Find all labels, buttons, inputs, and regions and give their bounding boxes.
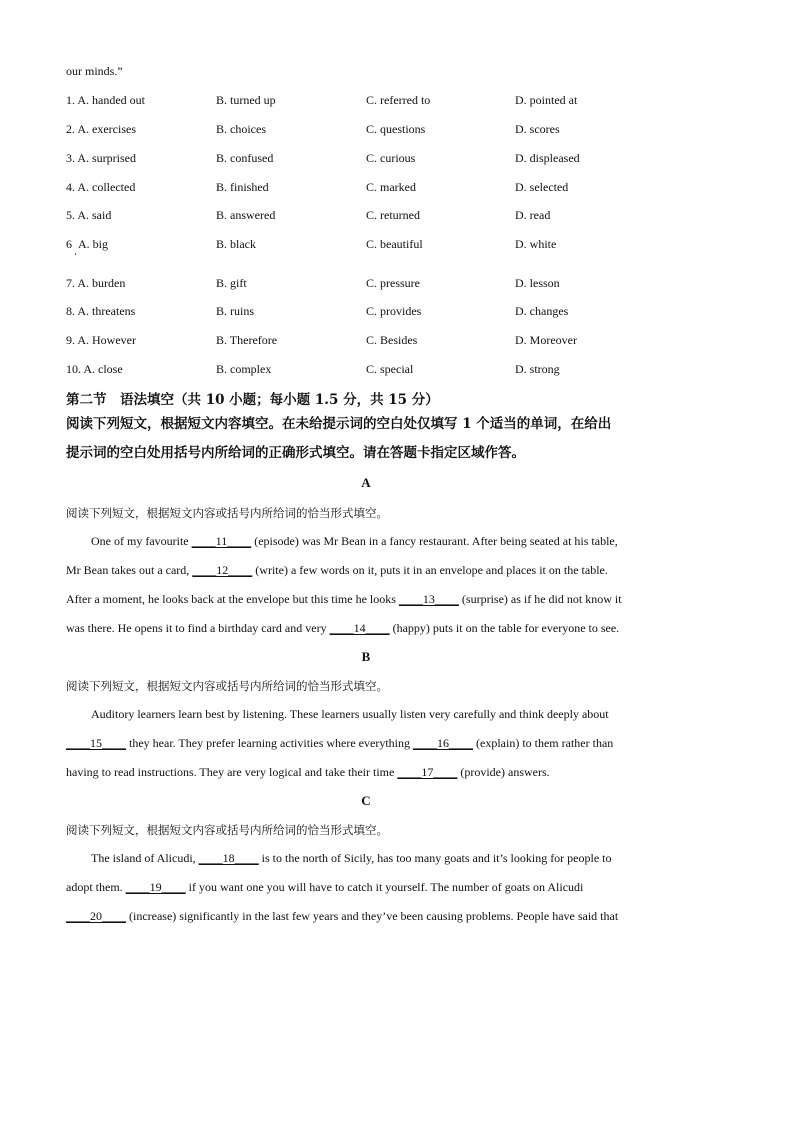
option-row-3 (66, 151, 746, 167)
option-b: B. gift (216, 276, 247, 290)
option-row-4 (66, 180, 746, 196)
option-c: C. referred to (366, 93, 431, 107)
option-d: D. Moreover (515, 333, 577, 347)
option-row-9 (66, 333, 746, 349)
option-b: B. choices (216, 122, 266, 136)
passage-a-line-2: Mr Bean takes out a card, ____12____ (write) a few words on it, puts it in an envelope and places it on the table. (66, 563, 608, 577)
option-row-8 (66, 304, 746, 320)
option-c: C. curious (366, 151, 416, 165)
passage-end-line: our minds.” (66, 64, 123, 78)
blank-12: ____12____ (192, 563, 253, 577)
option-d: D. pointed at (515, 93, 578, 107)
passage-c-line-1: The island of Alicudi, ____18____ is to the north of Sicily, has too many goats and it’s looking for people to (91, 851, 612, 865)
option-a: 9. A. However (66, 333, 136, 347)
option-a: 7. A. burden (66, 276, 126, 290)
option-row-7 (66, 276, 746, 292)
passage-a-instruction: 阅读下列短文，根据短文内容或括号内所给词的恰当形式填空。 (66, 506, 388, 520)
option-row-2 (66, 122, 746, 138)
option-d: D. selected (515, 180, 569, 194)
passage-c-instruction: 阅读下列短文，根据短文内容或括号内所给词的恰当形式填空。 (66, 823, 388, 837)
passage-a-line-3: After a moment, he looks back at the envelope but this time he looks ____13____ (surprise) as if he did not know it (66, 592, 622, 606)
passage-a-line-4: was there. He opens it to find a birthday card and very ____14____ (happy) puts it on the table for everyone to see. (66, 621, 620, 635)
option-b: B. confused (216, 151, 274, 165)
option-row-5 (66, 208, 746, 224)
passage-a-label: A (361, 475, 371, 490)
option-d: D. displeased (515, 151, 580, 165)
option-a: 10. A. close (66, 362, 123, 376)
option-d: D. changes (515, 304, 569, 318)
option-row-10 (66, 362, 746, 378)
blank-11: ____11____ (191, 534, 252, 548)
passage-b-label: B (361, 649, 371, 664)
section-heading: 第二节 语法填空（共 10 小题；每小题 1.5 分，共 15 分） (66, 392, 439, 408)
blank-14: ____14____ (329, 621, 390, 635)
option-c: C. pressure (366, 276, 420, 290)
passage-b-line-2: ____15____ they hear. They prefer learning activities where everything ____16____ (explain) to them rather than (66, 736, 614, 750)
option-row-1 (66, 93, 746, 109)
option-a: 8. A. threatens (66, 304, 136, 318)
passage-c-line-3: ____20____ (increase) significantly in the last few years and they’ve been causing problems. People have said that (66, 909, 619, 923)
option-b: B. Therefore (216, 333, 278, 347)
blank-16: ____16____ (413, 736, 473, 750)
option-a: 6 A. big (66, 237, 108, 251)
option-d: D. strong (515, 362, 560, 376)
blank-17: ____17____ (397, 765, 458, 779)
option-d: D. read (515, 208, 551, 222)
option-c: C. beautiful (366, 237, 423, 251)
option-c: C. marked (366, 180, 416, 194)
option-b: B. turned up (216, 93, 276, 107)
blank-15: ____15____ (66, 736, 126, 750)
option-d: D. white (515, 237, 557, 251)
option-c: C. special (366, 362, 414, 376)
option-b: B. finished (216, 180, 269, 194)
option-a: 2. A. exercises (66, 122, 136, 136)
blank-13: ____13____ (398, 592, 459, 606)
passage-a-line-1: One of my favourite ____11____ (episode) was Mr Bean in a fancy restaurant. After being seated at his table, (91, 534, 618, 548)
passage-c-line-2: adopt them. ____19____ if you want one you will have to catch it yourself. The number of goats on Alicudi (66, 880, 584, 894)
option-a: 3. A. surprised (66, 151, 137, 165)
option-b: B. answered (216, 208, 276, 222)
blank-20: ____20____ (66, 909, 126, 923)
passage-b-line-3: having to read instructions. They are very logical and take their time ____17____ (provide) answers. (66, 765, 550, 779)
option-c: C. Besides (366, 333, 418, 347)
option-d: D. scores (515, 122, 560, 136)
option-d: D. lesson (515, 276, 560, 290)
option-a: 4. A. collected (66, 180, 136, 194)
stray-mark: ʻ (74, 251, 77, 261)
blank-18: ____18____ (198, 851, 259, 865)
option-c: C. provides (366, 304, 422, 318)
passage-c-label: C (361, 793, 371, 808)
section-instructions: 阅读下列短文，根据短文内容填空。在未给提示词的空白处仅填写 1 个适当的单词，在给出 提示词的空白处用括号内所给词的正确形式填空。请在答题卡指定区域作答。 (66, 416, 612, 461)
option-a: 5. A. said (66, 208, 112, 222)
passage-b-instruction: 阅读下列短文，根据短文内容或括号内所给词的恰当形式填空。 (66, 679, 388, 693)
option-b: B. ruins (216, 304, 255, 318)
option-c: C. questions (366, 122, 426, 136)
blank-19: ____19____ (125, 880, 186, 894)
option-c: C. returned (366, 208, 420, 222)
option-row-6 (66, 237, 746, 261)
passage-b-line-1: Auditory learners learn best by listening. These learners usually listen very carefully and think deeply about (91, 707, 609, 721)
option-b: B. complex (216, 362, 272, 376)
option-a: 1. A. handed out (66, 93, 145, 107)
option-b: B. black (216, 237, 256, 251)
